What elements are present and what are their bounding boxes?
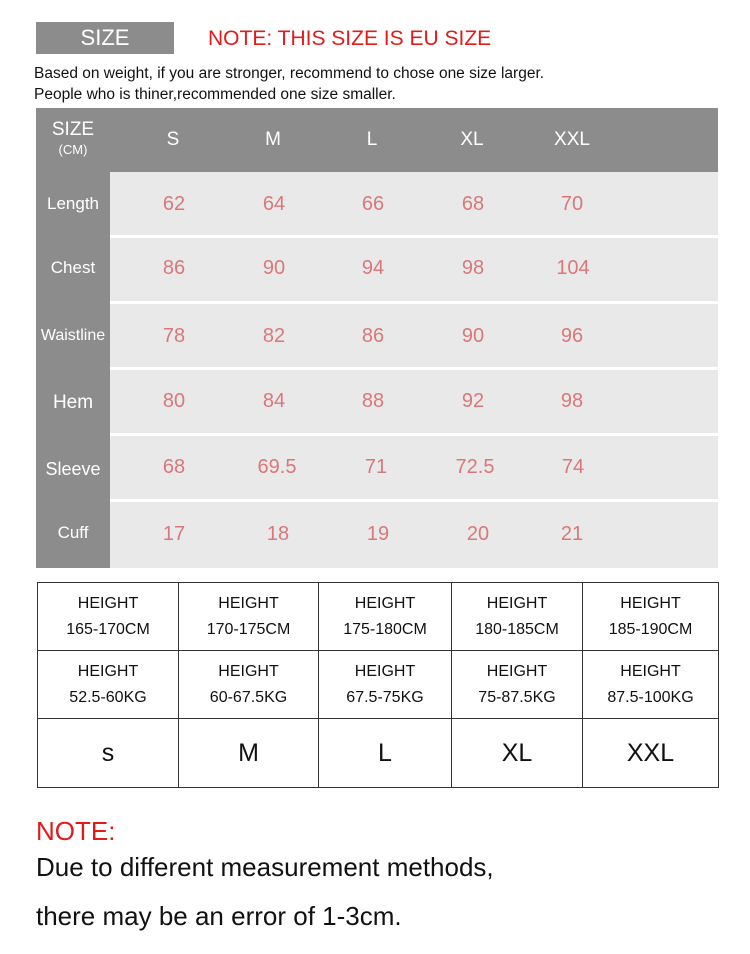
value-cell: 68 <box>162 455 186 478</box>
weight-value: 87.5-100KG <box>607 688 694 706</box>
weight-label: HEIGHT <box>218 662 279 680</box>
size-corner-header <box>36 108 110 172</box>
value-cell: 17 <box>162 522 186 545</box>
weight-cell <box>38 651 179 719</box>
height-cell <box>452 583 583 651</box>
value-cell: 68 <box>461 192 485 215</box>
weight-cell <box>319 651 452 719</box>
weight-value: 52.5-60KG <box>69 688 147 706</box>
size-corner-unit: (CM) <box>58 142 88 157</box>
height-cell <box>38 583 179 651</box>
height-value: 170-175CM <box>206 620 291 638</box>
advice-line-2: People who is thiner,recommended one size smaller. <box>34 86 396 103</box>
value-cell: 90 <box>461 324 485 347</box>
height-value: 165-170CM <box>66 620 150 638</box>
row-label-cuff: Cuff <box>57 523 89 542</box>
value-cell: 86 <box>361 324 385 347</box>
column-header-m: M <box>265 129 281 150</box>
value-cell: 18 <box>266 522 290 545</box>
value-cell: 82 <box>262 324 286 347</box>
weight-value: 60-67.5KG <box>209 688 288 706</box>
size-header-row <box>36 108 718 172</box>
height-value: 180-185CM <box>475 620 559 638</box>
height-label: HEIGHT <box>486 594 548 612</box>
weight-label: HEIGHT <box>77 662 139 680</box>
size-letter-cell: s <box>38 719 179 788</box>
size-letter-cell: L <box>319 719 452 788</box>
note-line-1: Due to different measurement methods, <box>36 852 494 882</box>
value-cell: 90 <box>262 256 286 279</box>
size-letter-cell: XXL <box>583 719 719 788</box>
size-chart-table <box>36 108 718 568</box>
weight-label: HEIGHT <box>620 662 681 680</box>
height-label: HEIGHT <box>77 594 139 612</box>
height-cell <box>179 583 319 651</box>
value-cell: 66 <box>361 192 385 215</box>
height-cell <box>319 583 452 651</box>
value-cell: 80 <box>162 389 186 412</box>
value-cell: 74 <box>561 455 585 478</box>
value-cell: 70 <box>560 192 584 215</box>
value-cell: 69.5 <box>257 455 297 478</box>
value-cell: 72.5 <box>455 455 495 478</box>
weight-label: HEIGHT <box>486 662 548 680</box>
size-advice <box>34 63 544 105</box>
height-value: 175-180CM <box>343 620 427 638</box>
value-cell: 98 <box>560 389 584 412</box>
value-cell: 92 <box>461 389 485 412</box>
value-cell: 84 <box>262 389 286 412</box>
height-label: HEIGHT <box>218 594 279 612</box>
value-cell: 104 <box>556 256 590 279</box>
advice-line-1: Based on weight, if you are stronger, recommend to chose one size larger. <box>34 65 545 82</box>
value-cell: 20 <box>466 522 490 545</box>
column-header-s: S <box>166 129 180 150</box>
value-cell: 88 <box>361 389 385 412</box>
value-cell: 62 <box>162 192 186 215</box>
weight-cell <box>179 651 319 719</box>
size-letter-row <box>38 719 719 788</box>
column-header-xl: XL <box>460 129 484 150</box>
value-cell: 96 <box>560 324 584 347</box>
height-range-row <box>38 583 719 651</box>
weight-value: 67.5-75KG <box>346 688 424 706</box>
note-title: NOTE: <box>36 816 116 846</box>
height-weight-table <box>37 582 719 788</box>
note-line-2: there may be an error of 1-3cm. <box>36 901 402 931</box>
row-label-length: Length <box>47 194 99 213</box>
height-label: HEIGHT <box>620 594 681 612</box>
height-value: 185-190CM <box>608 620 693 638</box>
value-cell: 98 <box>461 256 485 279</box>
weight-cell <box>583 651 719 719</box>
size-letter-cell: M <box>179 719 319 788</box>
value-cell: 78 <box>162 324 186 347</box>
weight-cell <box>452 651 583 719</box>
value-cell: 19 <box>366 522 390 545</box>
weight-range-row <box>38 651 719 719</box>
size-corner-title: SIZE <box>51 119 95 140</box>
size-tag: SIZE <box>36 22 174 54</box>
height-label: HEIGHT <box>354 594 416 612</box>
row-label-chest: Chest <box>50 258 96 277</box>
value-cell: 86 <box>162 256 186 279</box>
eu-size-note: NOTE: THIS SIZE IS EU SIZE <box>208 27 492 50</box>
column-header-l: L <box>366 129 378 150</box>
value-cell: 94 <box>361 256 385 279</box>
row-label-hem: Hem <box>52 392 94 413</box>
value-cell: 21 <box>560 522 584 545</box>
row-label-waistline: Waistline <box>40 327 106 344</box>
weight-value: 75-87.5KG <box>478 688 556 706</box>
size-letter-cell: XL <box>452 719 583 788</box>
column-header-xxl: XXL <box>554 129 590 150</box>
weight-label: HEIGHT <box>354 662 416 680</box>
row-label-sleeve: Sleeve <box>45 458 101 479</box>
height-cell <box>583 583 719 651</box>
value-cell: 64 <box>262 192 286 215</box>
value-cell: 71 <box>364 455 388 478</box>
